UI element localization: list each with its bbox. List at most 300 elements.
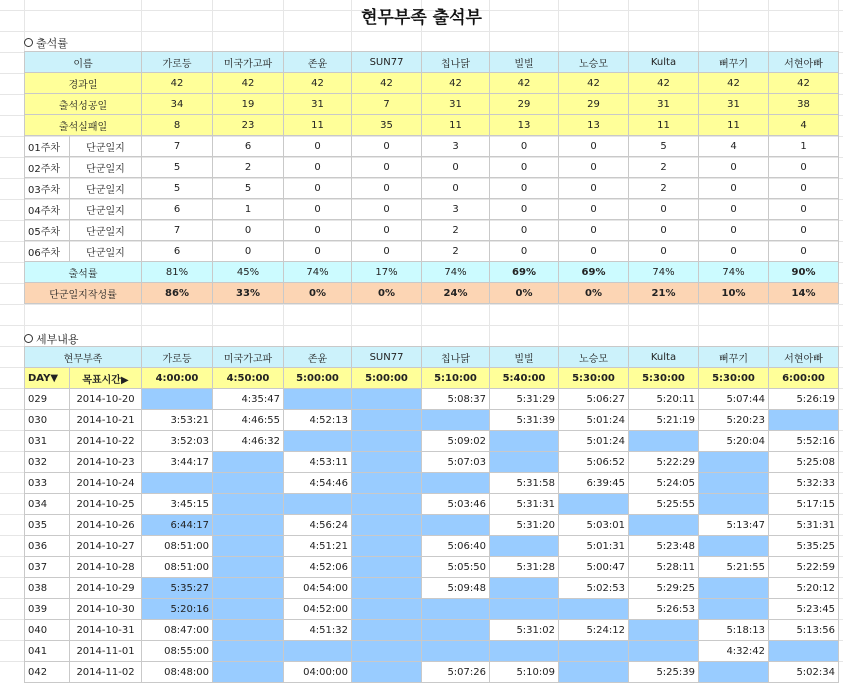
member-name-cell[interactable]: 노승모 (559, 52, 629, 73)
wake-time-cell[interactable]: 5:01:31 (559, 536, 629, 557)
week-value-cell[interactable]: 3 (422, 136, 490, 157)
stat-value-cell[interactable]: 35 (352, 115, 422, 136)
member-name-cell[interactable]: 서현아빠 (769, 347, 839, 368)
week-value-cell[interactable]: 0 (559, 136, 629, 157)
week-value-cell[interactable]: 0 (559, 241, 629, 262)
day-number-cell[interactable]: 042 (25, 662, 70, 683)
wake-time-cell[interactable] (629, 431, 699, 452)
wake-time-cell[interactable] (352, 410, 422, 431)
week-value-cell[interactable]: 0 (284, 241, 352, 262)
wake-time-cell[interactable]: 5:35:25 (769, 536, 839, 557)
member-name-cell[interactable]: 뻐꾸기 (699, 347, 769, 368)
day-sort-header[interactable]: DAY▼ (25, 368, 70, 389)
wake-time-cell[interactable] (422, 641, 490, 662)
wake-time-cell[interactable] (352, 641, 422, 662)
wake-time-cell[interactable] (490, 452, 559, 473)
week-value-cell[interactable]: 0 (490, 157, 559, 178)
stat-value-cell[interactable]: 19 (213, 94, 284, 115)
stat-value-cell[interactable]: 34 (142, 94, 213, 115)
week-value-cell[interactable]: 0 (352, 199, 422, 220)
wake-time-cell[interactable]: 5:32:33 (769, 473, 839, 494)
wake-time-cell[interactable] (422, 473, 490, 494)
stat-value-cell[interactable]: 29 (559, 94, 629, 115)
wake-time-cell[interactable]: 5:02:53 (559, 578, 629, 599)
week-value-cell[interactable]: 0 (352, 157, 422, 178)
wake-time-cell[interactable] (352, 557, 422, 578)
goal-time-cell[interactable]: 5:10:00 (422, 368, 490, 389)
date-cell[interactable]: 2014-10-26 (70, 515, 142, 536)
wake-time-cell[interactable] (352, 389, 422, 410)
wake-time-cell[interactable]: 08:51:00 (142, 536, 213, 557)
week-type-cell[interactable]: 단군일지 (70, 136, 142, 157)
week-value-cell[interactable]: 0 (490, 136, 559, 157)
day-number-cell[interactable]: 039 (25, 599, 70, 620)
goal-time-cell[interactable]: 5:30:00 (559, 368, 629, 389)
date-cell[interactable]: 2014-10-21 (70, 410, 142, 431)
date-cell[interactable]: 2014-10-31 (70, 620, 142, 641)
stat-value-cell[interactable]: 42 (352, 73, 422, 94)
stat-value-cell[interactable]: 42 (490, 73, 559, 94)
day-number-cell[interactable]: 032 (25, 452, 70, 473)
day-number-cell[interactable]: 035 (25, 515, 70, 536)
day-number-cell[interactable]: 038 (25, 578, 70, 599)
stat-value-cell[interactable]: 11 (422, 115, 490, 136)
wake-time-cell[interactable]: 5:23:45 (769, 599, 839, 620)
date-cell[interactable]: 2014-10-30 (70, 599, 142, 620)
week-value-cell[interactable]: 0 (352, 178, 422, 199)
wake-time-cell[interactable]: 5:23:48 (629, 536, 699, 557)
date-cell[interactable]: 2014-10-29 (70, 578, 142, 599)
wake-time-cell[interactable]: 5:31:29 (490, 389, 559, 410)
week-label-cell[interactable]: 01주차 (25, 136, 70, 157)
week-value-cell[interactable]: 0 (559, 199, 629, 220)
stat-value-cell[interactable]: 42 (284, 73, 352, 94)
stat-value-cell[interactable]: 8 (142, 115, 213, 136)
week-value-cell[interactable]: 1 (213, 199, 284, 220)
stat-value-cell[interactable]: 11 (699, 115, 769, 136)
rate-row-value[interactable]: 90% (769, 262, 839, 283)
stat-value-cell[interactable]: 42 (769, 73, 839, 94)
date-cell[interactable]: 2014-10-25 (70, 494, 142, 515)
wake-time-cell[interactable] (699, 494, 769, 515)
wake-time-cell[interactable]: 5:20:04 (699, 431, 769, 452)
wake-time-cell[interactable]: 5:24:12 (559, 620, 629, 641)
wake-time-cell[interactable]: 5:03:01 (559, 515, 629, 536)
wake-time-cell[interactable]: 5:28:11 (629, 557, 699, 578)
week-value-cell[interactable]: 2 (629, 157, 699, 178)
wake-time-cell[interactable] (213, 473, 284, 494)
date-cell[interactable]: 2014-10-23 (70, 452, 142, 473)
wake-time-cell[interactable] (559, 494, 629, 515)
wake-time-cell[interactable]: 5:35:27 (142, 578, 213, 599)
wake-time-cell[interactable] (699, 599, 769, 620)
week-value-cell[interactable]: 0 (490, 220, 559, 241)
wake-time-cell[interactable] (213, 452, 284, 473)
wake-time-cell[interactable] (490, 641, 559, 662)
wake-time-cell[interactable]: 08:51:00 (142, 557, 213, 578)
wake-time-cell[interactable] (769, 410, 839, 431)
member-name-cell[interactable]: 존윤 (284, 347, 352, 368)
wake-time-cell[interactable]: 5:01:24 (559, 410, 629, 431)
wake-time-cell[interactable] (352, 662, 422, 683)
wake-time-cell[interactable]: 5:06:27 (559, 389, 629, 410)
wake-time-cell[interactable]: 5:01:24 (559, 431, 629, 452)
wake-time-cell[interactable]: 5:02:34 (769, 662, 839, 683)
wake-time-cell[interactable] (422, 599, 490, 620)
rate-row-value[interactable]: 69% (559, 262, 629, 283)
stat-value-cell[interactable]: 42 (142, 73, 213, 94)
week-value-cell[interactable]: 5 (142, 178, 213, 199)
member-name-cell[interactable]: 가로등 (142, 52, 213, 73)
wake-time-cell[interactable] (213, 494, 284, 515)
week-value-cell[interactable]: 0 (699, 178, 769, 199)
wake-time-cell[interactable]: 4:52:13 (284, 410, 352, 431)
member-name-cell[interactable]: 미국가고파 (213, 347, 284, 368)
week-value-cell[interactable]: 0 (559, 178, 629, 199)
day-number-cell[interactable]: 040 (25, 620, 70, 641)
wake-time-cell[interactable]: 4:54:46 (284, 473, 352, 494)
wake-time-cell[interactable]: 5:09:02 (422, 431, 490, 452)
week-value-cell[interactable]: 0 (284, 136, 352, 157)
stat-value-cell[interactable]: 42 (559, 73, 629, 94)
goal-time-cell[interactable]: 4:00:00 (142, 368, 213, 389)
wake-time-cell[interactable]: 4:35:47 (213, 389, 284, 410)
wake-time-cell[interactable]: 5:21:55 (699, 557, 769, 578)
week-value-cell[interactable]: 0 (769, 199, 839, 220)
member-name-cell[interactable]: 서현아빠 (769, 52, 839, 73)
member-name-cell[interactable]: 존윤 (284, 52, 352, 73)
wake-time-cell[interactable] (284, 389, 352, 410)
journal-rate-row-value[interactable]: 86% (142, 283, 213, 304)
rate-row-value[interactable]: 74% (699, 262, 769, 283)
wake-time-cell[interactable]: 4:51:32 (284, 620, 352, 641)
rate-row-value[interactable]: 81% (142, 262, 213, 283)
member-name-cell[interactable]: 미국가고파 (213, 52, 284, 73)
day-number-cell[interactable]: 031 (25, 431, 70, 452)
wake-time-cell[interactable] (352, 431, 422, 452)
week-type-cell[interactable]: 단군일지 (70, 157, 142, 178)
week-value-cell[interactable]: 0 (629, 199, 699, 220)
week-label-cell[interactable]: 02주차 (25, 157, 70, 178)
date-cell[interactable]: 2014-11-01 (70, 641, 142, 662)
member-name-cell[interactable]: SUN77 (352, 347, 422, 368)
journal-rate-row-value[interactable]: 10% (699, 283, 769, 304)
wake-time-cell[interactable]: 5:20:12 (769, 578, 839, 599)
week-value-cell[interactable]: 0 (769, 241, 839, 262)
stat-value-cell[interactable]: 31 (699, 94, 769, 115)
wake-time-cell[interactable]: 4:52:06 (284, 557, 352, 578)
wake-time-cell[interactable]: 5:25:55 (629, 494, 699, 515)
date-cell[interactable]: 2014-10-20 (70, 389, 142, 410)
wake-time-cell[interactable] (352, 473, 422, 494)
week-value-cell[interactable]: 0 (490, 241, 559, 262)
wake-time-cell[interactable] (352, 494, 422, 515)
stat-value-cell[interactable]: 11 (284, 115, 352, 136)
member-name-cell[interactable]: 칩나닭 (422, 52, 490, 73)
stat-value-cell[interactable]: 29 (490, 94, 559, 115)
wake-time-cell[interactable]: 5:07:26 (422, 662, 490, 683)
week-value-cell[interactable]: 6 (142, 241, 213, 262)
wake-time-cell[interactable]: 5:18:13 (699, 620, 769, 641)
week-value-cell[interactable]: 0 (629, 220, 699, 241)
week-type-cell[interactable]: 단군일지 (70, 241, 142, 262)
week-value-cell[interactable]: 5 (213, 178, 284, 199)
wake-time-cell[interactable] (284, 641, 352, 662)
wake-time-cell[interactable]: 5:06:40 (422, 536, 490, 557)
wake-time-cell[interactable]: 4:51:21 (284, 536, 352, 557)
wake-time-cell[interactable]: 4:53:11 (284, 452, 352, 473)
wake-time-cell[interactable]: 5:26:53 (629, 599, 699, 620)
week-value-cell[interactable]: 6 (142, 199, 213, 220)
wake-time-cell[interactable] (629, 641, 699, 662)
wake-time-cell[interactable]: 5:29:25 (629, 578, 699, 599)
week-value-cell[interactable]: 2 (213, 157, 284, 178)
week-value-cell[interactable]: 0 (284, 220, 352, 241)
wake-time-cell[interactable]: 5:31:31 (490, 494, 559, 515)
wake-time-cell[interactable]: 4:46:55 (213, 410, 284, 431)
wake-time-cell[interactable] (352, 452, 422, 473)
wake-time-cell[interactable]: 4:32:42 (699, 641, 769, 662)
wake-time-cell[interactable]: 5:31:20 (490, 515, 559, 536)
stat-value-cell[interactable]: 13 (490, 115, 559, 136)
week-label-cell[interactable]: 03주차 (25, 178, 70, 199)
week-value-cell[interactable]: 0 (284, 199, 352, 220)
stat-value-cell[interactable]: 11 (629, 115, 699, 136)
week-value-cell[interactable]: 0 (769, 157, 839, 178)
week-value-cell[interactable]: 0 (490, 199, 559, 220)
goal-time-header[interactable]: 목표시간▶ (70, 368, 142, 389)
week-value-cell[interactable]: 0 (352, 241, 422, 262)
goal-time-cell[interactable]: 5:30:00 (699, 368, 769, 389)
wake-time-cell[interactable]: 5:03:46 (422, 494, 490, 515)
week-type-cell[interactable]: 단군일지 (70, 178, 142, 199)
wake-time-cell[interactable]: 5:00:47 (559, 557, 629, 578)
wake-time-cell[interactable] (213, 641, 284, 662)
week-value-cell[interactable]: 6 (213, 136, 284, 157)
rate-row-value[interactable]: 74% (629, 262, 699, 283)
wake-time-cell[interactable]: 5:13:47 (699, 515, 769, 536)
wake-time-cell[interactable]: 5:25:39 (629, 662, 699, 683)
wake-time-cell[interactable] (559, 641, 629, 662)
wake-time-cell[interactable]: 3:52:03 (142, 431, 213, 452)
wake-time-cell[interactable]: 5:24:05 (629, 473, 699, 494)
member-name-cell[interactable]: 빌빌 (490, 347, 559, 368)
week-value-cell[interactable]: 0 (284, 178, 352, 199)
stat-value-cell[interactable]: 4 (769, 115, 839, 136)
stat-value-cell[interactable]: 31 (284, 94, 352, 115)
week-value-cell[interactable]: 0 (699, 199, 769, 220)
wake-time-cell[interactable]: 5:20:11 (629, 389, 699, 410)
wake-time-cell[interactable] (490, 431, 559, 452)
wake-time-cell[interactable]: 5:10:09 (490, 662, 559, 683)
goal-time-cell[interactable]: 4:50:00 (213, 368, 284, 389)
rate-row-value[interactable]: 45% (213, 262, 284, 283)
wake-time-cell[interactable]: 4:56:24 (284, 515, 352, 536)
date-cell[interactable]: 2014-10-24 (70, 473, 142, 494)
week-value-cell[interactable]: 0 (422, 178, 490, 199)
journal-rate-row-label[interactable]: 단군일지작성률 (25, 283, 142, 304)
stat-value-cell[interactable]: 7 (352, 94, 422, 115)
member-name-cell[interactable]: 노승모 (559, 347, 629, 368)
member-name-cell[interactable]: 가로등 (142, 347, 213, 368)
wake-time-cell[interactable]: 04:00:00 (284, 662, 352, 683)
wake-time-cell[interactable]: 5:07:03 (422, 452, 490, 473)
stat-value-cell[interactable]: 42 (422, 73, 490, 94)
wake-time-cell[interactable] (213, 557, 284, 578)
stat-value-cell[interactable]: 38 (769, 94, 839, 115)
wake-time-cell[interactable] (490, 599, 559, 620)
journal-rate-row-value[interactable]: 24% (422, 283, 490, 304)
week-label-cell[interactable]: 04주차 (25, 199, 70, 220)
week-value-cell[interactable]: 1 (769, 136, 839, 157)
wake-time-cell[interactable] (352, 599, 422, 620)
week-value-cell[interactable]: 0 (559, 220, 629, 241)
wake-time-cell[interactable]: 3:45:15 (142, 494, 213, 515)
wake-time-cell[interactable]: 6:39:45 (559, 473, 629, 494)
stat-value-cell[interactable]: 42 (699, 73, 769, 94)
wake-time-cell[interactable] (213, 515, 284, 536)
stat-value-cell[interactable]: 13 (559, 115, 629, 136)
wake-time-cell[interactable]: 5:06:52 (559, 452, 629, 473)
week-value-cell[interactable]: 0 (699, 157, 769, 178)
wake-time-cell[interactable] (352, 515, 422, 536)
wake-time-cell[interactable]: 5:21:19 (629, 410, 699, 431)
week-type-cell[interactable]: 단군일지 (70, 220, 142, 241)
wake-time-cell[interactable] (213, 599, 284, 620)
wake-time-cell[interactable]: 5:31:58 (490, 473, 559, 494)
wake-time-cell[interactable] (422, 515, 490, 536)
wake-time-cell[interactable] (559, 662, 629, 683)
date-cell[interactable]: 2014-10-27 (70, 536, 142, 557)
stat-value-cell[interactable]: 42 (213, 73, 284, 94)
week-value-cell[interactable]: 2 (629, 178, 699, 199)
goal-time-cell[interactable]: 5:40:00 (490, 368, 559, 389)
goal-time-cell[interactable]: 5:30:00 (629, 368, 699, 389)
wake-time-cell[interactable] (629, 515, 699, 536)
week-value-cell[interactable]: 0 (699, 220, 769, 241)
wake-time-cell[interactable]: 3:44:17 (142, 452, 213, 473)
journal-rate-row-value[interactable]: 0% (490, 283, 559, 304)
wake-time-cell[interactable] (490, 536, 559, 557)
week-label-cell[interactable]: 05주차 (25, 220, 70, 241)
week-value-cell[interactable]: 0 (284, 157, 352, 178)
week-type-cell[interactable]: 단군일지 (70, 199, 142, 220)
member-name-cell[interactable]: 뻐꾸기 (699, 52, 769, 73)
wake-time-cell[interactable] (352, 620, 422, 641)
week-value-cell[interactable]: 0 (352, 220, 422, 241)
rate-row-label[interactable]: 출석률 (25, 262, 142, 283)
journal-rate-row-value[interactable]: 14% (769, 283, 839, 304)
goal-time-cell[interactable]: 5:00:00 (284, 368, 352, 389)
day-number-cell[interactable]: 030 (25, 410, 70, 431)
wake-time-cell[interactable]: 5:08:37 (422, 389, 490, 410)
stat-value-cell[interactable]: 23 (213, 115, 284, 136)
wake-time-cell[interactable]: 5:09:48 (422, 578, 490, 599)
wake-time-cell[interactable]: 3:53:21 (142, 410, 213, 431)
wake-time-cell[interactable] (284, 431, 352, 452)
week-value-cell[interactable]: 0 (769, 178, 839, 199)
week-value-cell[interactable]: 7 (142, 220, 213, 241)
week-label-cell[interactable]: 06주차 (25, 241, 70, 262)
wake-time-cell[interactable]: 5:07:44 (699, 389, 769, 410)
journal-rate-row-value[interactable]: 0% (352, 283, 422, 304)
stat-value-cell[interactable]: 31 (629, 94, 699, 115)
wake-time-cell[interactable]: 08:47:00 (142, 620, 213, 641)
day-number-cell[interactable]: 033 (25, 473, 70, 494)
tribe-header-cell[interactable]: 현무부족 (25, 347, 142, 368)
wake-time-cell[interactable]: 5:25:08 (769, 452, 839, 473)
wake-time-cell[interactable]: 5:31:31 (769, 515, 839, 536)
day-number-cell[interactable]: 037 (25, 557, 70, 578)
wake-time-cell[interactable]: 5:22:29 (629, 452, 699, 473)
date-cell[interactable]: 2014-10-28 (70, 557, 142, 578)
wake-time-cell[interactable] (699, 536, 769, 557)
wake-time-cell[interactable]: 5:13:56 (769, 620, 839, 641)
stat-value-cell[interactable]: 31 (422, 94, 490, 115)
wake-time-cell[interactable] (699, 452, 769, 473)
wake-time-cell[interactable]: 4:46:32 (213, 431, 284, 452)
stat-value-cell[interactable]: 42 (629, 73, 699, 94)
wake-time-cell[interactable]: 08:48:00 (142, 662, 213, 683)
journal-rate-row-value[interactable]: 0% (559, 283, 629, 304)
rate-row-value[interactable]: 74% (284, 262, 352, 283)
name-header-cell[interactable]: 이름 (25, 52, 142, 73)
wake-time-cell[interactable]: 5:26:19 (769, 389, 839, 410)
week-value-cell[interactable]: 2 (422, 220, 490, 241)
week-value-cell[interactable]: 2 (422, 241, 490, 262)
week-value-cell[interactable]: 0 (422, 157, 490, 178)
wake-time-cell[interactable]: 5:17:15 (769, 494, 839, 515)
journal-rate-row-value[interactable]: 21% (629, 283, 699, 304)
rate-row-value[interactable]: 74% (422, 262, 490, 283)
wake-time-cell[interactable] (422, 410, 490, 431)
week-value-cell[interactable]: 0 (629, 241, 699, 262)
day-number-cell[interactable]: 041 (25, 641, 70, 662)
week-value-cell[interactable]: 5 (629, 136, 699, 157)
wake-time-cell[interactable]: 08:55:00 (142, 641, 213, 662)
stat-label-cell[interactable]: 경과일 (25, 73, 142, 94)
wake-time-cell[interactable] (352, 578, 422, 599)
member-name-cell[interactable]: Kulta (629, 52, 699, 73)
wake-time-cell[interactable]: 5:31:39 (490, 410, 559, 431)
wake-time-cell[interactable]: 5:20:23 (699, 410, 769, 431)
wake-time-cell[interactable] (769, 641, 839, 662)
wake-time-cell[interactable]: 04:52:00 (284, 599, 352, 620)
stat-label-cell[interactable]: 출석성공일 (25, 94, 142, 115)
wake-time-cell[interactable] (699, 473, 769, 494)
stat-label-cell[interactable]: 출석실패일 (25, 115, 142, 136)
day-number-cell[interactable]: 034 (25, 494, 70, 515)
goal-time-cell[interactable]: 6:00:00 (769, 368, 839, 389)
wake-time-cell[interactable]: 5:22:59 (769, 557, 839, 578)
week-value-cell[interactable]: 0 (213, 220, 284, 241)
wake-time-cell[interactable]: 5:31:28 (490, 557, 559, 578)
week-value-cell[interactable]: 0 (699, 241, 769, 262)
day-number-cell[interactable]: 029 (25, 389, 70, 410)
wake-time-cell[interactable] (629, 620, 699, 641)
journal-rate-row-value[interactable]: 33% (213, 283, 284, 304)
wake-time-cell[interactable]: 6:44:17 (142, 515, 213, 536)
wake-time-cell[interactable]: 5:20:16 (142, 599, 213, 620)
wake-time-cell[interactable] (699, 578, 769, 599)
week-value-cell[interactable]: 0 (769, 220, 839, 241)
wake-time-cell[interactable] (422, 620, 490, 641)
wake-time-cell[interactable] (559, 599, 629, 620)
wake-time-cell[interactable]: 04:54:00 (284, 578, 352, 599)
week-value-cell[interactable]: 0 (559, 157, 629, 178)
week-value-cell[interactable]: 4 (699, 136, 769, 157)
date-cell[interactable]: 2014-10-22 (70, 431, 142, 452)
